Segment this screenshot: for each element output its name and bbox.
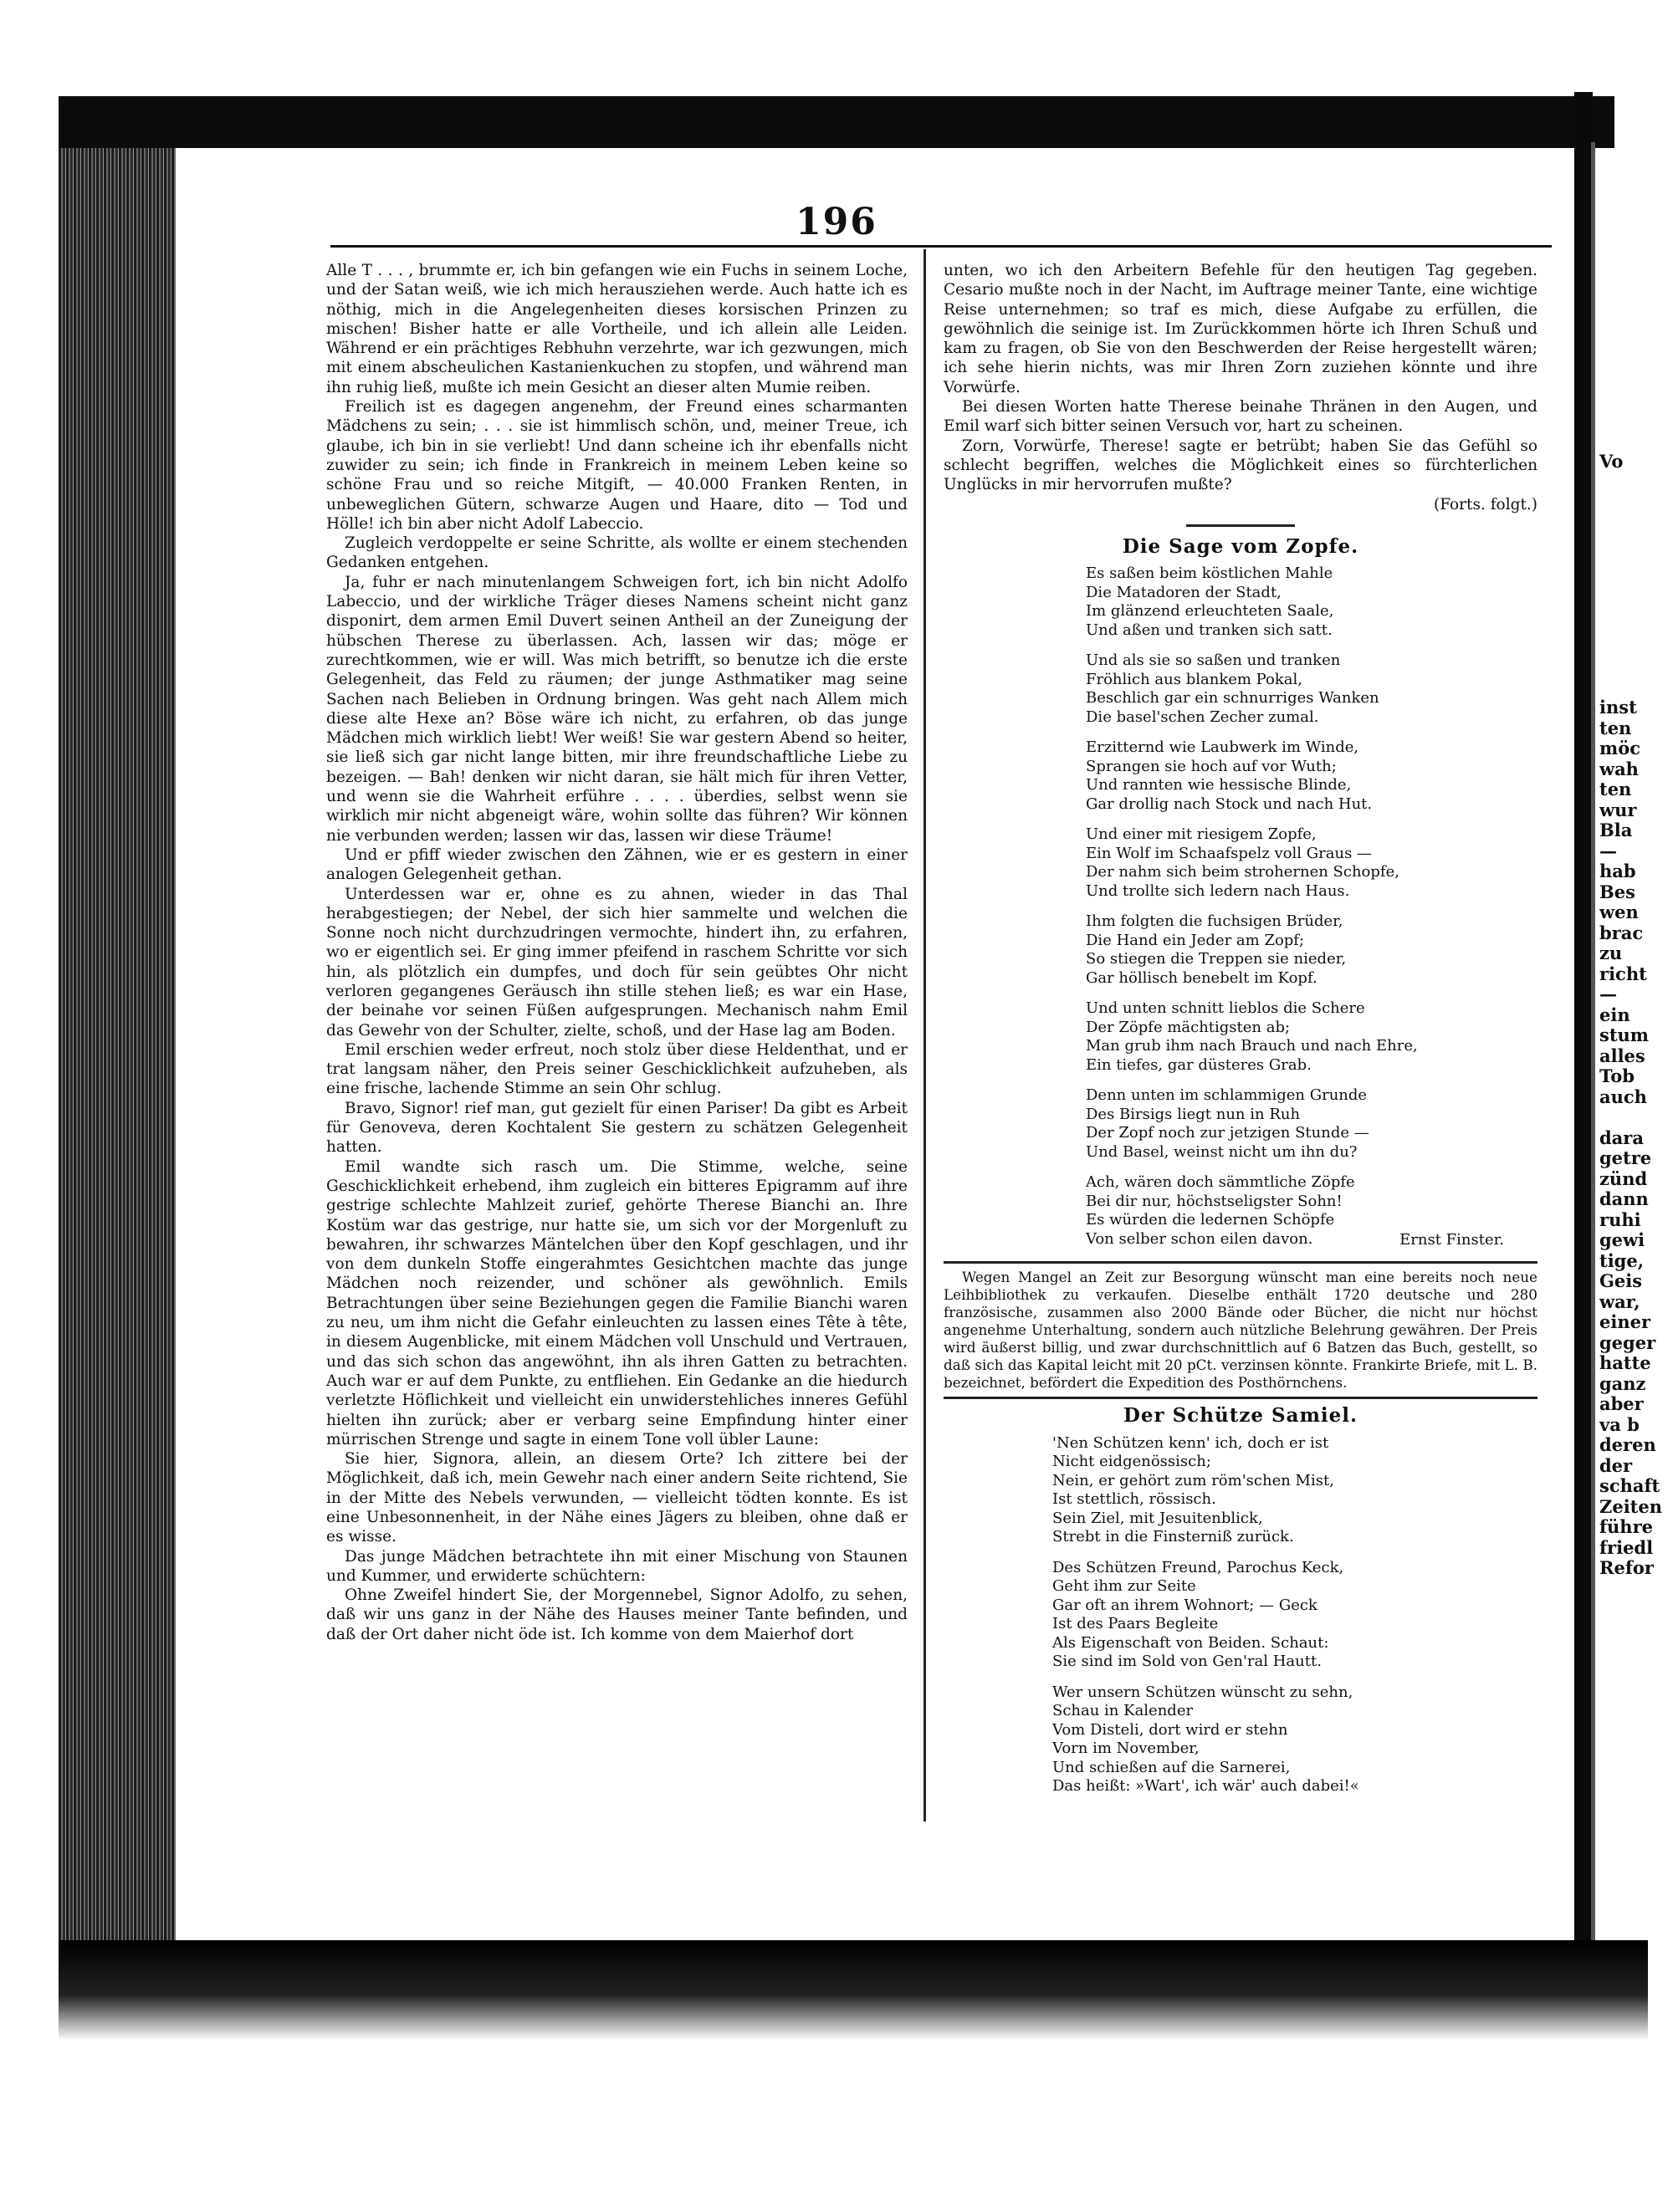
stanza	[1086, 999, 1537, 1075]
poem-line: Der Zöpfe mächtigsten ab;	[1086, 1018, 1291, 1036]
poem-line: Und unten schnitt lieblos die Schere	[1086, 999, 1365, 1018]
stanza	[1086, 825, 1537, 901]
paragraph: Bei diesen Worten hatte Therese beinahe Thränen in den Augen, und Emil warf sich bitter seinen Versuch vor, hart zu scheinen.	[944, 398, 1537, 436]
fragment-line: stum	[1599, 1025, 1650, 1045]
poem-line: Ach, wären doch sämmtliche Zöpfe	[1086, 1173, 1355, 1192]
poem-line: Nein, er gehört zum röm'schen Mist,	[1052, 1471, 1334, 1489]
fragment-line: war,	[1599, 1291, 1640, 1312]
paragraph: Unterdessen war er, ohne es zu ahnen, wieder in das Thal herabgestiegen; der Nebel, der sich hier sammelte und welchen die Sonne noch nicht durchzudringen vermochte, hindert ihn, zu erfahren, wo er eigentlich sei. Er ging immer pfeifend in raschem Schritte vor sich hin, als plötzlich ein dumpfes, und doch für sein geübtes Ohr nicht verloren gegangenes Geräusch ihn stille stehen ließ; es war ein Hase, der beinahe vor seinen Füßen aufgesprungen. Mechanisch nahm Emil das Gewehr von der Schulter, zielte, schoß, und der Hase lag am Boden.	[326, 885, 908, 1040]
poem-line: Der Zopf noch zur jetzigen Stunde —	[1086, 1124, 1369, 1142]
fragment-line: hab	[1599, 861, 1636, 881]
fragment-line: einer	[1599, 1312, 1651, 1332]
stanza	[1086, 738, 1537, 814]
fragment-line: —	[1599, 840, 1617, 861]
fragment-line: gewi	[1599, 1230, 1645, 1250]
paragraph: Bravo, Signor! rief man, gut gezielt für einen Pariser! Da gibt es Arbeit für Genoveva, deren Kochtalent Sie gestern zu schätzen Gelegenheit hatten.	[326, 1099, 908, 1157]
paragraph: Ohne Zweifel hindert Sie, der Morgennebel, Signor Adolfo, zu sehen, daß wir uns ganz in der Nähe des Hauses meiner Tante befinden, und daß der Ort daher nicht öde ist. Ich komme von dem Maierhof dort	[326, 1586, 908, 1643]
poem-line: Der nahm sich beim strohernen Schopfe,	[1086, 863, 1399, 881]
library-notice: Wegen Mangel an Zeit zur Besorgung wünscht man eine bereits noch neue Leihbibliothek zu verkaufen. Dieselbe enthält 1720 deutsche und 280 französische, zusammen also 2000 Bände oder Bücher, die nicht nur höchst angenehme Unterhaltung, sondern auch nützliche Belehrung gewähren. Der Preis wird äußerst billig, und zwar durchschnittlich auf 6 Batzen das Buch, gestellt, so daß sich das Kapital leicht mit 20 pCt. verzinsen könnte. Frankirte Briefe, mit L. B. bezeichnet, befördert die Expedition des Posthörnchens.	[944, 1269, 1537, 1392]
poem-line: Die basel'schen Zecher zumal.	[1086, 708, 1319, 726]
poem-line: Nicht eidgenössisch;	[1052, 1453, 1211, 1471]
fragment-line	[1599, 513, 1673, 534]
poem-line: Ist des Paars Begleite	[1052, 1615, 1219, 1633]
last-paragraph-text: Zorn, Vorwürfe, Therese! sagte er betrübt; haben Sie das Gefühl so schlecht begriffen, welches die Möglichkeit eines so fürchterlichen Unglücks in mir hervorrufen mußte?	[944, 437, 1537, 494]
fragment-line: Geis	[1599, 1271, 1643, 1291]
fragment-line	[1599, 1107, 1673, 1128]
poem-body	[1086, 564, 1537, 1249]
continued-note: (Forts. folgt.)	[1434, 495, 1537, 513]
fragment-line	[1599, 677, 1673, 698]
paragraph: Sie hier, Signora, allein, an diesem Orte? Ich zittere bei der Möglichkeit, daß ich, mein Gewehr nach einer andern Seite richtend, Sie in der Mitte des Nebels verwunden, — vielleicht tödten konnte. Es ist eine Unbesonnenheit, in der Nähe eines Jägers zu bleiben, ohne daß er es wisse.	[326, 1450, 908, 1546]
stanza	[1052, 1559, 1537, 1672]
fragment-line: Bes	[1599, 881, 1635, 902]
stanza	[1052, 1683, 1537, 1796]
poem-line: Und als sie so saßen und tranken	[1086, 651, 1341, 670]
poem-line: Sprangen sie hoch auf vor Wuth;	[1086, 757, 1337, 775]
poem-line: Und aßen und tranken sich satt.	[1086, 621, 1333, 639]
fragment-line	[1599, 534, 1673, 554]
poem-line: Gar oft an ihrem Wohnort; — Geck	[1052, 1596, 1317, 1614]
poem-line: Erzitternd wie Laubwerk im Winde,	[1086, 738, 1359, 757]
fragment-line: ten	[1599, 718, 1632, 738]
fragment-line: —	[1599, 984, 1617, 1004]
poem-line: 'Nen Schützen kenn' ich, doch er ist	[1052, 1433, 1329, 1452]
poem-line: Denn unten im schlammigen Grunde	[1086, 1086, 1368, 1105]
fragment-line: führe	[1599, 1517, 1653, 1537]
poem-line: Des Schützen Freund, Parochus Keck,	[1052, 1558, 1344, 1576]
fragment-line: getre	[1599, 1148, 1652, 1168]
fragment-line: deren	[1599, 1435, 1656, 1455]
adjacent-page-fragments	[1599, 452, 1673, 1579]
fragment-line	[1599, 473, 1673, 493]
poem-line: Ihm folgten die fuchsigen Brüder,	[1086, 912, 1343, 931]
poem-line: Strebt in die Finsterniß zurück.	[1052, 1528, 1294, 1546]
paragraph: Und er pfiff wieder zwischen den Zähnen, wie er es gestern in einer analogen Gelegenheit gethan.	[326, 845, 908, 884]
fragment-line: dara	[1599, 1127, 1644, 1148]
book-edge	[59, 100, 176, 1990]
poem-line: Ein Wolf im Schaafspelz voll Graus —	[1086, 844, 1373, 862]
fragment-line: zünd	[1599, 1168, 1648, 1189]
poem-line: Beschlich gar ein schnurriges Wanken	[1086, 689, 1379, 708]
paragraph: Freilich ist es dagegen angenehm, der Freund eines scharmanten Mädchens zu sein; . . . sie ist himmlisch schön, und, meiner Treue, ich glaube, ich bin in sie verliebt! Und dann scheine ich ihr ebenfalls nicht zuwider zu sein; ich finde in Frankreich in meinem Leben keine so schöne Frau und so reiche Mitgift, — 40.000 Franken Renten, in unbeweglichen Gütern, schwarze Augen und Haare, dito — Tod und Hölle! ich bin aber nicht Adolf Labeccio.	[326, 398, 908, 533]
fragment-line: friedl	[1599, 1537, 1654, 1558]
fragment-line: der	[1599, 1455, 1633, 1476]
poem-line: Gar drollig nach Stock und nach Hut.	[1086, 794, 1373, 813]
scan-bottom-shadow	[59, 1940, 1648, 2041]
poem-line: Fröhlich aus blankem Pokal,	[1086, 670, 1303, 688]
fragment-line: schaft	[1599, 1476, 1660, 1496]
notice-top-rule	[944, 1261, 1537, 1264]
stanza	[1086, 564, 1537, 640]
poem-line: Vom Disteli, dort wird er stehn	[1052, 1720, 1288, 1739]
poem-line: Das heißt: »Wart', ich wär' auch dabei!«	[1052, 1777, 1359, 1796]
poem-line: Und trollte sich ledern nach Haus.	[1086, 881, 1350, 900]
poem-line: Ein tiefes, gar düsteres Grab.	[1086, 1055, 1312, 1074]
poem-line: Als Eigenschaft von Beiden. Schaut:	[1052, 1633, 1329, 1652]
header-rule	[330, 245, 1552, 248]
fragment-line: alles	[1599, 1045, 1645, 1066]
poem-line: Schau in Kalender	[1052, 1702, 1194, 1720]
paragraph: Alle T . . . , brummte er, ich bin gefangen wie ein Fuchs in seinem Loche, und der Satan weiß, wie ich mich herausziehen werde. Auch hatte ich es nöthig, mich in die Angelegenheiten dieses korsischen Prinzen zu mischen! Bisher hatte er alle Vortheile, und ich allein alle Leiden. Während er ein prächtiges Rebhuhn verzehrte, war ich gezwungen, mich mit einem abscheulichen Kastanienkuchen zu stopfen, und während man ihn ruhig ließ, mußte ich mein Gesicht an dieser alten Mumie reiben.	[326, 262, 908, 396]
paragraph: Ja, fuhr er nach minutenlangem Schweigen fort, ich bin nicht Adolfo Labeccio, und der wirkliche Träger dieses Namens scheint nicht ganz disponirt, dem armen Emil Duvert seinen Antheil an der Zuneigung der hübschen Therese zu überlassen. Ach, lassen wir das; möge er zurechtkommen, wie er will. Was mich betrifft, so benutze ich die erste Gelegenheit, das Feld zu räumen; der junge Asthmatiker mag seine Sachen nach Belieben in Ordnung bringen. Was geht nach Allem mich diese alte Hexe an? Böse wäre ich nicht, zu erfahren, ob das junge Mädchen mich wirklich liebt! Wer weiß! Sie war gestern Abend so heiter, sie ließ sich gar nicht lange bitten, mir ihre freundschaftliche Liebe zu bezeigen. — Bah! denken wir nicht daran, sie hält mich für ihren Vetter, und wenn sie die Wahrheit erführe . . . . überdies, selbst wenn sie wirklich mir nicht abgeneigt wäre, wohin sollte das führen? Wir können nie verbunden werden; lassen wir das, lassen wir diese Träume!	[326, 573, 908, 845]
poem-line: Man grub ihm nach Brauch und nach Ehre,	[1086, 1037, 1418, 1055]
fragment-line: geger	[1599, 1332, 1656, 1353]
fragment-line: inst	[1599, 697, 1637, 718]
fragment-line	[1599, 493, 1673, 513]
poem-line: Die Matadoren der Stadt,	[1086, 583, 1282, 601]
left-column	[326, 261, 908, 1644]
poem-line: Und Basel, weinst nicht um ihn du?	[1086, 1142, 1358, 1161]
fragment-line	[1599, 554, 1673, 575]
poem-line: Geht ihm zur Seite	[1052, 1577, 1196, 1596]
fragment-line: Bla	[1599, 820, 1633, 840]
fragment-line: Refor	[1599, 1558, 1654, 1578]
fragment-line: zu	[1599, 943, 1623, 963]
column-divider	[923, 249, 926, 1821]
fragment-line	[1599, 616, 1673, 636]
stanza	[1086, 651, 1537, 727]
fragment-line: brac	[1599, 922, 1644, 943]
fragment-line: richt	[1599, 963, 1647, 984]
poem-line: Vorn im November,	[1052, 1739, 1200, 1758]
fragment-line: aber	[1599, 1394, 1644, 1414]
fragment-line	[1599, 575, 1673, 595]
paragraph: Das junge Mädchen betrachtete ihn mit einer Mischung von Staunen und Kummer, und erwiderte schüchtern:	[326, 1547, 908, 1585]
poem-line: Die Hand ein Jeder am Zopf;	[1086, 931, 1305, 949]
poem-line: Und schießen auf die Sarnerei,	[1052, 1758, 1291, 1776]
fragment-line: ten	[1599, 779, 1632, 799]
fragment-line	[1599, 636, 1673, 657]
poem-line: Im glänzend erleuchteten Saale,	[1086, 602, 1334, 621]
poem-title: Die Sage vom Zopfe.	[1122, 534, 1359, 558]
paragraph: Emil erschien weder erfreut, noch stolz über diese Heldenthat, und er trat langsam näher, den Preis seiner Geschicklichkeit aufzuheben, als eine frische, lachende Stimme an sein Ohr schlug.	[326, 1040, 908, 1098]
gutter-right-shadow	[1591, 142, 1595, 2015]
gutter-right	[1574, 92, 1593, 2007]
notice-bottom-rule	[944, 1397, 1537, 1399]
fragment-line: Tob	[1599, 1066, 1635, 1086]
scan-top-border	[59, 96, 1614, 148]
paragraph: Emil wandte sich rasch um. Die Stimme, welche, seine Geschicklichkeit erhebend, ihm zugleich ein bitteres Epigramm auf ihre gestrige schlechte Mahlzeit zurief, gehörte Therese Bianchi an. Ihre Kostüm war das gestrige, nur hatte sie, um sich vor der Morgenluft zu bewahren, ihr schwarzes Mäntelchen über den Kopf geschlagen, und ihr von dem dunkeln Stoffe eingerahmtes Gesichtchen machte das junge Mädchen noch reizender, und schöner als gewöhnlich. Emils Betrachtungen über seine Beziehungen gegen die Familie Bianchi waren zu neu, um ihm nicht die Gefahr einleuchten zu lassen eines Tête à tête, in diesem Augenblicke, mit einem Mädchen voll Unschuld und Vertrauen, und das sich schon das angewöhnt, ihn als ihren Gatten zu betrachten. Auch war er auf dem Punkte, zu entfliehen. Ein Gedanke an die hiedurch verletzte Höflichkeit und vielleicht ein unwiderstehliches inneres Gefühl hielten ihn zurück; aber er verbarg seine Empfindung hinter einer mürrischen Strenge und sagte in einem Tone voll übler Laune:	[326, 1157, 908, 1448]
poem-line: Gar höllisch benebelt im Kopf.	[1086, 968, 1317, 987]
fragment-line: ein	[1599, 1004, 1630, 1025]
poem2-body	[1052, 1434, 1537, 1796]
story-continuation	[944, 261, 1537, 437]
stanza	[1086, 912, 1537, 988]
right-column	[944, 261, 1537, 1808]
stanza	[1052, 1434, 1537, 1547]
poem-line: Des Birsigs liegt nun in Ruh	[1086, 1105, 1301, 1123]
fragment-line	[1599, 656, 1673, 677]
fragment-line: wur	[1599, 799, 1637, 820]
poem-line: Und einer mit riesigem Zopfe,	[1086, 825, 1317, 844]
fragment-line: wah	[1599, 759, 1639, 779]
fragment-line: Zeiten	[1599, 1496, 1662, 1517]
poem2-title: Der Schütze Samiel.	[1123, 1404, 1358, 1428]
fragment-line: va b	[1599, 1414, 1640, 1435]
poem-line: Sie sind im Sold von Gen'ral Hautt.	[1052, 1653, 1322, 1671]
fragment-line: möc	[1599, 738, 1641, 759]
poem-line: Wer unsern Schützen wünscht zu sehn,	[1052, 1683, 1353, 1701]
poem-author: Ernst Finster.	[1399, 1231, 1504, 1249]
fragment-line: tige,	[1599, 1250, 1645, 1271]
poem-line: So stiegen die Treppen sie nieder,	[1086, 950, 1347, 968]
poem-line: Ist stettlich, rössisch.	[1052, 1490, 1216, 1509]
poem-line: Und rannten wie hessische Blinde,	[1086, 776, 1352, 794]
paragraph: unten, wo ich den Arbeitern Befehle für den heutigen Tag gegeben. Cesario mußte noch in der Nacht, im Auftrage meiner Tante, eine wichtige Reise unternehmen; so traf es mich, diese Aufgabe zu erfüllen, die gewöhnlich die seinige ist. Im Zurückkommen hörte ich Ihren Schuß und kam zu fragen, ob Sie von den Beschwerden der Reise hergestellt wären; ich sehe hierin nichts, was mir Ihren Zorn zuziehen könnte und ihre Vorwürfe.	[944, 262, 1537, 396]
continued-note-row	[944, 495, 1537, 514]
poem-line: Sein Ziel, mit Jesuitenblick,	[1052, 1509, 1263, 1527]
fragment-line: hatte	[1599, 1353, 1651, 1373]
paragraph: Zugleich verdoppelte er seine Schritte, als wollte er einem stechenden Gedanken entgehen.	[326, 534, 908, 572]
poem-line: Es würden die ledernen Schöpfe	[1086, 1211, 1335, 1229]
fragment-line	[1599, 595, 1673, 616]
fragment-line: ruhi	[1599, 1209, 1641, 1230]
fragment-line: wen	[1599, 902, 1639, 922]
section-separator	[1186, 524, 1295, 527]
poem-line: Es saßen beim köstlichen Mahle	[1086, 564, 1333, 583]
stanza	[1086, 1086, 1537, 1162]
story-last-paragraph	[944, 437, 1537, 495]
poem-line: Von selber schon eilen davon.	[1086, 1229, 1313, 1248]
poem-line: Bei dir nur, höchstseligster Sohn!	[1086, 1192, 1343, 1210]
fragment-line: Vo	[1599, 452, 1624, 472]
page-number: 196	[796, 201, 877, 243]
fragment-line: dann	[1599, 1189, 1649, 1209]
fragment-line: auch	[1599, 1086, 1647, 1107]
fragment-line: ganz	[1599, 1373, 1646, 1394]
